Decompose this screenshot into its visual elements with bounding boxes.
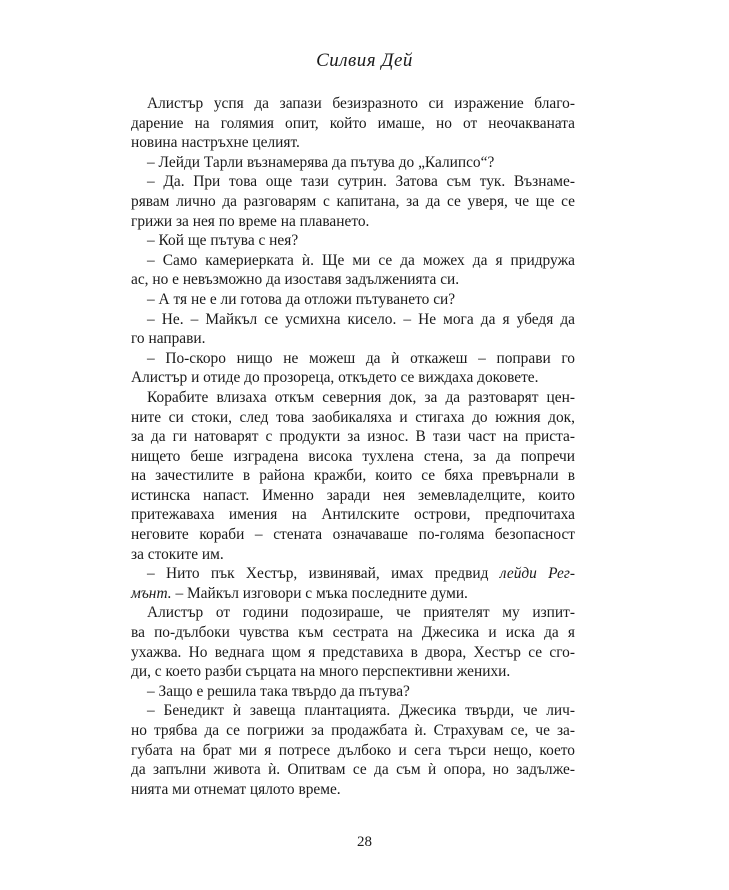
text-line [131,270,575,290]
text-line-content: – По-скоро нищо не можеш да ѝ откажеш – поправи го [147,349,575,367]
text-line [131,329,575,349]
text-line [131,603,575,623]
text-line-content: за да ги натоварят с продукти за износ. В тази част на приста- [131,428,575,446]
text-line-content: – Не. – Майкъл се усмихна кисело. – Не мога да я убедя да [147,310,575,328]
text-line-content: – Бенедикт ѝ завеща плантацията. Джесика твърди, че лич- [147,702,575,720]
text-line [131,525,575,545]
text-line [131,741,575,761]
text-line [131,290,575,310]
text-line-content: рявам лично да разговарям с капитана, за да се уверя, че ще се [131,192,575,210]
text-line [131,701,575,721]
text-line-content: – Да. При това още тази сутрин. Затова съм тук. Възнаме- [147,173,575,191]
text-line [131,212,575,232]
text-line-content: Алистър от години подозираше, че приятелят му изпит- [147,604,575,622]
text-line [131,447,575,467]
text-line [131,153,575,173]
text-line [131,545,575,565]
text-line-content: – Нито пък Хестър, извинявай, имах предвид [147,565,500,583]
text-line-content: – Само камериерката ѝ. Ще ми се да можех да я придружа [147,251,575,269]
text-line [131,564,575,584]
text-line [131,172,575,192]
text-line-content: новина настръхне целият. [131,134,300,152]
text-line [131,114,575,134]
text-line [131,427,575,447]
text-line [131,133,575,153]
italic-phrase: мънт. [131,584,172,602]
text-line-content: нията ми отнемат цялото време. [131,780,341,798]
text-line [131,662,575,682]
text-line-content: го направи. [131,330,206,348]
italic-phrase: лейди Рег- [499,565,575,583]
text-line-content: ас, но е невъзможно да изоставя задълженията си. [131,271,460,289]
text-line [131,94,575,114]
text-line-content: – Защо е решила така твърдо да пътува? [147,682,410,700]
text-line [131,368,575,388]
text-line [131,466,575,486]
text-line-tail: – Майкъл изговори с мъка последните думи. [171,584,468,602]
text-line-content: – Кой ще пътува с нея? [147,232,299,250]
text-line-content: Корабите влизаха откъм северния док, за да разтоварят цен- [147,388,575,406]
text-line [131,310,575,330]
text-line-content: губата на брат ми я потресе дълбоко и сега търси нещо, което [131,741,575,759]
text-line [131,192,575,212]
text-line-content: – Лейди Тарли възнамерява да пътува до „Калипсо“? [147,153,495,171]
text-line-content: притежаваха имения на Антилските острови, предпочитаха [131,506,575,524]
text-line [131,251,575,271]
running-head: Силвия Дей [316,50,413,71]
text-line-content: ва по-дълбоки чувства към сестрата на Джесика и иска да я [131,624,575,642]
text-line-content: дарение на голямия опит, който имаше, но от неочакваната [131,114,575,132]
text-line-content: Алистър и отиде до прозореца, откъдето се виждаха доковете. [131,369,539,387]
text-line-content: на зачестилите в района кражби, които се бяха превърнали в [131,467,575,485]
text-line [131,584,575,604]
text-line-content: ди, с което разби сърцата на много перспективни женихи. [131,663,511,681]
text-line-content: неговите кораби – стената означаваше по-голяма безопасност [131,526,575,544]
text-line-content: истинска напаст. Именно заради нея земевладелците, които [131,486,575,504]
text-line [131,721,575,741]
text-line [131,643,575,663]
text-line-content: нището беше изградена висока тухлена стена, за да попречи [131,447,575,465]
text-line-content: да запълни живота ѝ. Опитвам се да съм ѝ опора, но задълже- [131,761,575,779]
text-line-content: за стоките им. [131,545,224,563]
text-line [131,780,575,800]
text-line [131,486,575,506]
text-line [131,623,575,643]
text-line [131,349,575,369]
text-line-content: но трябва да се погрижи за продажбата ѝ. Страхувам се, че за- [131,722,575,739]
text-line-content: Алистър успя да запази безизразното си изражение благо- [147,95,575,112]
text-line-content: грижи за нея по време на плаването. [131,212,370,230]
text-line [131,682,575,702]
text-line [131,408,575,428]
text-line [131,505,575,525]
text-line-content: ухажва. Но веднага щом я представиха в двора, Хестър се сго- [131,643,575,661]
text-line-content: ните си стоки, след това заобикаляха и стигаха до южния док, [131,408,575,426]
text-line-content: – А тя не е ли готова да отложи пътуването си? [147,290,456,308]
text-line [131,760,575,780]
page-number: 28 [357,834,372,850]
body-text [131,94,575,799]
text-line [131,388,575,408]
text-line [131,231,575,251]
